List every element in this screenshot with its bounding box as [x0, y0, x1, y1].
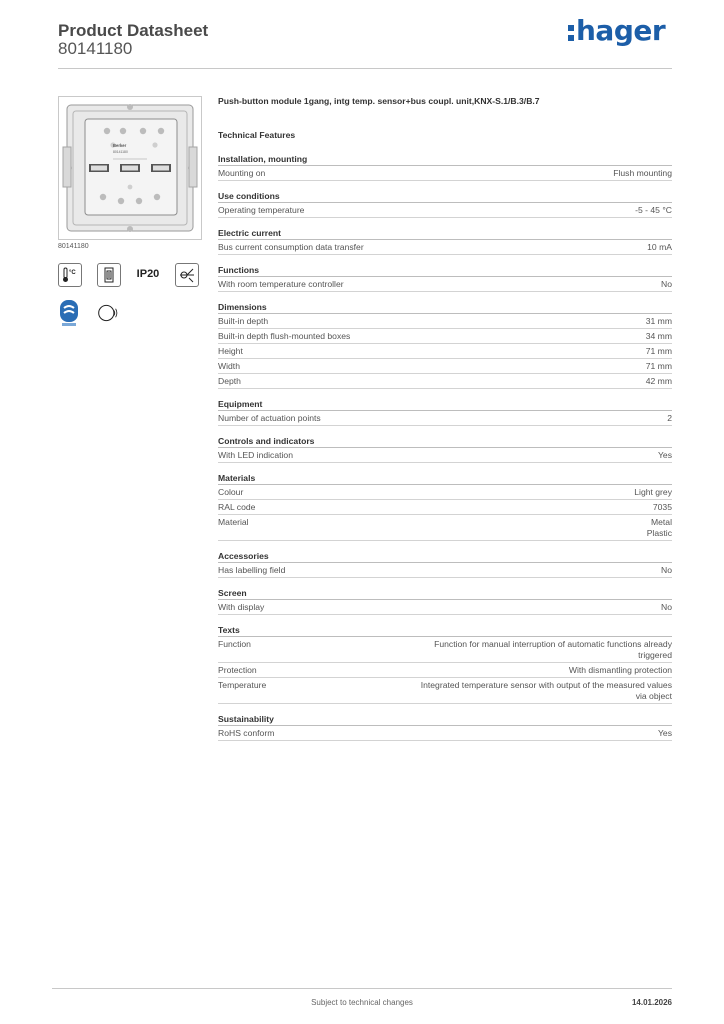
spec-value-line: Yes — [657, 728, 672, 738]
spec-value — [658, 450, 672, 461]
spec-row — [218, 344, 672, 359]
spec-row — [218, 515, 672, 541]
spec-value-line: 7035 — [652, 502, 672, 512]
dimmer-icon — [175, 263, 199, 287]
spec-value — [646, 361, 672, 372]
spec-value-line: With dismantling protection — [568, 665, 672, 675]
section-title: Functions — [218, 265, 672, 277]
technical-content — [218, 96, 672, 751]
section-title: Screen — [218, 588, 672, 600]
spec-value — [661, 602, 672, 613]
spec-row — [218, 277, 672, 292]
spec-row — [218, 359, 672, 374]
logo-text: hager — [576, 14, 666, 47]
spec-value-line: Plastic — [646, 528, 672, 538]
spec-value — [646, 331, 672, 342]
footer-date: 14.01.2026 — [631, 998, 672, 1007]
feature-sections — [218, 154, 672, 741]
spec-value — [421, 680, 672, 702]
spec-value-line: Light grey — [634, 487, 672, 497]
spec-section — [218, 154, 672, 181]
spec-row — [218, 203, 672, 218]
spec-value — [634, 487, 672, 498]
ip20-label: IP20 — [136, 268, 160, 280]
spec-label: Bus current consumption data transfer — [218, 242, 364, 252]
spec-label: With LED indication — [218, 450, 293, 460]
spec-value-line: Flush mounting — [613, 168, 672, 178]
ip20-icon — [136, 263, 160, 285]
spec-row — [218, 678, 672, 704]
doc-title: Product Datasheet — [58, 21, 209, 40]
spec-section — [218, 473, 672, 541]
spec-row — [218, 411, 672, 426]
spec-value-line: Integrated temperature sensor with output of the measured values — [420, 680, 672, 690]
product-image — [58, 96, 202, 240]
spec-row — [218, 485, 672, 500]
spec-value-line: 34 mm — [645, 331, 672, 341]
section-title: Sustainability — [218, 714, 672, 726]
spec-label: With display — [218, 602, 265, 612]
spec-label: With room temperature controller — [218, 279, 344, 289]
spec-section — [218, 399, 672, 426]
spec-row — [218, 374, 672, 389]
spec-section — [218, 191, 672, 218]
section-title: Installation, mounting — [218, 154, 672, 166]
spec-value — [658, 728, 672, 739]
hager-logo — [568, 14, 665, 47]
spec-value-line: 31 mm — [645, 316, 672, 326]
section-title: Texts — [218, 625, 672, 637]
spec-value-line: No — [661, 279, 672, 289]
spec-value — [646, 346, 672, 357]
device-text-brand: Berker — [113, 143, 127, 148]
spec-label: Built-in depth — [218, 316, 269, 326]
section-title: Electric current — [218, 228, 672, 240]
spec-value — [647, 517, 672, 539]
knx-icon — [58, 302, 80, 324]
section-title: Use conditions — [218, 191, 672, 203]
spec-row — [218, 726, 672, 741]
spec-label: Number of actuation points — [218, 413, 321, 423]
section-title: Dimensions — [218, 302, 672, 314]
spec-row — [218, 240, 672, 255]
footer-divider — [52, 988, 672, 989]
section-title: Controls and indicators — [218, 436, 672, 448]
spec-value — [635, 205, 672, 216]
spec-value — [661, 565, 672, 576]
spec-label: Width — [218, 361, 240, 371]
spec-value — [667, 413, 672, 424]
spec-value-line: 2 — [667, 413, 672, 423]
spec-label: Built-in depth flush-mounted boxes — [218, 331, 351, 341]
spec-section — [218, 551, 672, 578]
spec-row — [218, 166, 672, 181]
product-description: Push-button module 1gang, intg temp. sensor+bus coupl. unit,KNX-S.1/B.3/B.7 — [218, 96, 540, 106]
spec-value — [646, 376, 672, 387]
spec-value — [613, 168, 672, 179]
spec-row — [218, 314, 672, 329]
spec-label: Height — [218, 346, 243, 356]
footer-note: Subject to technical changes — [311, 998, 413, 1007]
spec-value-line: Yes — [657, 450, 672, 460]
spec-value-line: -5 - 45 °C — [635, 205, 672, 215]
spec-label: RoHS conform — [218, 728, 275, 738]
spec-value-line: 71 mm — [645, 361, 672, 371]
spec-section — [218, 714, 672, 741]
spec-value-line: 42 mm — [645, 376, 672, 386]
spec-row — [218, 448, 672, 463]
header-divider — [58, 68, 672, 69]
spec-value — [646, 316, 672, 327]
flush-mount-icon — [97, 263, 121, 287]
spec-value-line: No — [661, 565, 672, 575]
spec-row — [218, 500, 672, 515]
spec-value-line: 71 mm — [645, 346, 672, 356]
spec-row — [218, 329, 672, 344]
sensor-icon — [97, 302, 119, 324]
spec-label: Depth — [218, 376, 241, 386]
spec-row — [218, 563, 672, 578]
spec-label: Protection — [218, 665, 257, 675]
spec-label: Has labelling field — [218, 565, 286, 575]
spec-value — [647, 242, 672, 253]
temperature-icon — [58, 263, 82, 287]
spec-value-line: Function for manual interruption of automatic functions already — [434, 639, 672, 649]
spec-section — [218, 265, 672, 292]
spec-section — [218, 228, 672, 255]
spec-row — [218, 600, 672, 615]
logo-dots-icon — [568, 19, 574, 43]
spec-value — [661, 279, 672, 290]
spec-value-line: Metal — [650, 517, 672, 527]
spec-label: Mounting on — [218, 168, 266, 178]
section-title: Equipment — [218, 399, 672, 411]
section-title: Accessories — [218, 551, 672, 563]
device-text-number: 80141180 — [113, 150, 128, 154]
doc-number: 80141180 — [58, 39, 133, 58]
spec-value-line: via object — [635, 691, 672, 701]
spec-label: Colour — [218, 487, 244, 497]
spec-section — [218, 625, 672, 704]
spec-value — [434, 639, 672, 661]
technical-features-heading: Technical Features — [218, 130, 296, 140]
spec-section — [218, 588, 672, 615]
spec-label: RAL code — [218, 502, 256, 512]
spec-value-line: 10 mA — [647, 242, 672, 252]
spec-section — [218, 302, 672, 389]
image-caption: 80141180 — [58, 243, 89, 250]
spec-row — [218, 663, 672, 678]
spec-section — [218, 436, 672, 463]
section-title: Materials — [218, 473, 672, 485]
spec-label: Function — [218, 639, 251, 649]
spec-row — [218, 637, 672, 663]
spec-label: Material — [218, 517, 249, 527]
spec-label: Temperature — [218, 680, 267, 690]
spec-value — [653, 502, 672, 513]
svg-text:°C: °C — [69, 270, 76, 276]
spec-value-line: No — [661, 602, 672, 612]
spec-value — [569, 665, 672, 676]
spec-value-line: triggered — [638, 650, 672, 660]
spec-label: Operating temperature — [218, 205, 305, 215]
